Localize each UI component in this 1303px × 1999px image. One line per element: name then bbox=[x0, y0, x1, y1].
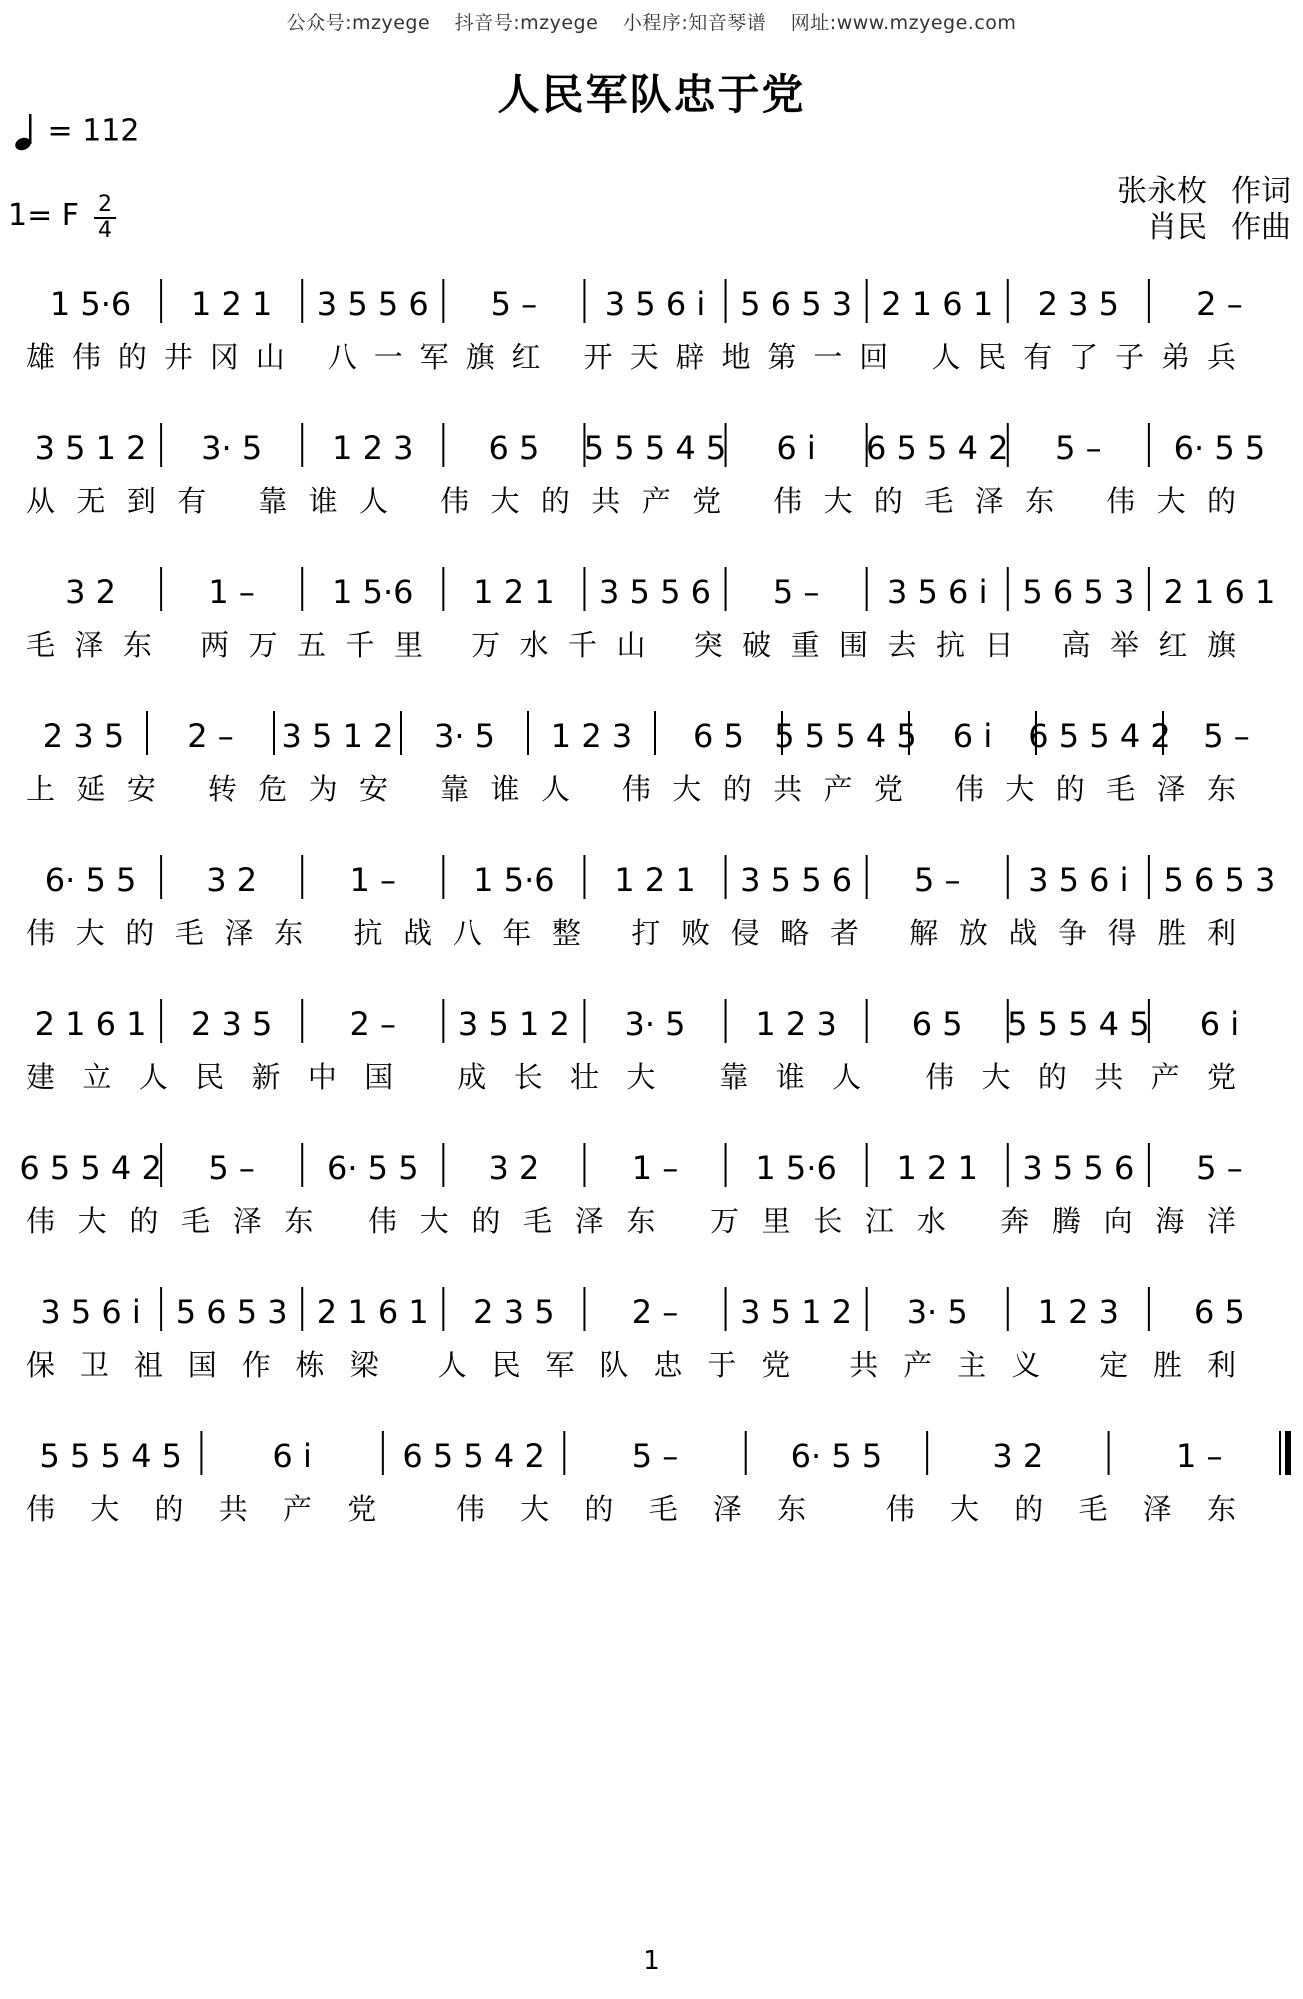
tempo-value: = 112 bbox=[47, 113, 140, 149]
measure-notes: 1 5·6 bbox=[473, 861, 555, 899]
measure-notes: 1 2 3 bbox=[332, 429, 414, 467]
measure-notes: 5 5 5 4 5 bbox=[583, 429, 727, 467]
measure-notes: 1 – bbox=[208, 573, 255, 611]
lyric-line: 建立人民新中国 成长壮大 靠谁人 伟大的共产党 bbox=[26, 1060, 1236, 1094]
measure-notes: 3 2 bbox=[206, 861, 258, 899]
measure-notes: 3 5 1 2 bbox=[740, 1293, 853, 1331]
measure-notes: 6 5 5 4 2 bbox=[1028, 717, 1171, 755]
page-number: 1 bbox=[643, 1946, 660, 1976]
measure-notes: 3· 5 bbox=[624, 1005, 686, 1043]
measure-notes: 1 2 3 bbox=[550, 717, 633, 755]
measure-notes: 6 5 bbox=[911, 1005, 963, 1043]
lyric-line: 上延安 转危为安 靠谁人 伟大的共产党 伟大的毛泽东 bbox=[26, 772, 1236, 806]
measure-notes: 1 2 1 bbox=[473, 573, 555, 611]
measure-notes: 6 5 bbox=[488, 429, 540, 467]
measure-notes: 2 3 5 bbox=[473, 1293, 555, 1331]
measure-notes: 5 – bbox=[772, 573, 820, 611]
measure-notes: 2 – bbox=[187, 717, 234, 755]
measure-notes: 5 6 5 3 bbox=[1022, 573, 1135, 611]
measure-notes: 3 5 1 2 bbox=[281, 717, 394, 755]
header-wechat: 公众号:mzyege bbox=[286, 12, 431, 34]
measure-notes: 3 5 1 2 bbox=[457, 1005, 570, 1043]
measure-notes: 2 – bbox=[349, 1005, 397, 1043]
measure-notes: 3 5 6 i bbox=[40, 1293, 141, 1331]
measure-notes: 3 5 6 i bbox=[1028, 861, 1129, 899]
time-signature-top: 2 bbox=[98, 192, 112, 217]
measure-notes: 1 2 1 bbox=[190, 285, 273, 323]
measure-notes: 3 5 5 6 bbox=[316, 285, 429, 323]
lyric-line: 保卫祖国作栋梁 人民军队忠于党 共产主义 定胜利 bbox=[26, 1348, 1236, 1382]
key-signature: 1= F bbox=[8, 198, 80, 233]
measure-notes: 3 2 bbox=[992, 1437, 1044, 1475]
lyric-line: 毛泽东 两万五千里 万水千山 突破重围去抗日 高举红旗 bbox=[26, 628, 1236, 662]
lyric-line: 从无到有 靠谁人 伟大的共产党 伟大的毛泽东 伟大的 bbox=[26, 484, 1236, 518]
measure-notes: 2 – bbox=[1196, 285, 1243, 323]
measure-notes: 6 i bbox=[776, 429, 816, 467]
measure-notes: 2 1 6 1 bbox=[881, 285, 994, 323]
measure-notes: 3 5 5 6 bbox=[740, 861, 853, 899]
measure-notes: 3· 5 bbox=[201, 429, 263, 467]
measure-notes: 6 5 5 4 2 bbox=[19, 1149, 162, 1187]
measure-notes: 6 i bbox=[272, 1437, 312, 1475]
measure-notes: 6 5 bbox=[1193, 1293, 1245, 1331]
header-douyin: 抖音号:mzyege bbox=[454, 12, 599, 34]
measure-notes: 5 – bbox=[1055, 429, 1102, 467]
measure-notes: 1 5·6 bbox=[49, 285, 132, 323]
measure-notes: 5 – bbox=[1196, 1149, 1243, 1187]
measure-notes: 5 6 5 3 bbox=[175, 1293, 288, 1331]
composer-name: 肖民 bbox=[1147, 210, 1207, 245]
measure-notes: 6· 5 5 bbox=[326, 1149, 419, 1187]
measure-notes: 3 5 6 i bbox=[886, 573, 988, 611]
measure-notes: 2 1 6 1 bbox=[34, 1005, 147, 1043]
measure-notes: 2 – bbox=[631, 1293, 679, 1331]
measure-notes: 3 2 bbox=[65, 573, 117, 611]
measure-notes: 6 5 5 4 2 bbox=[402, 1437, 545, 1475]
measure-notes: 5 5 5 4 5 bbox=[1007, 1005, 1150, 1043]
measure-notes: 5 5 5 4 5 bbox=[774, 717, 917, 755]
header-miniprogram: 小程序:知音琴谱 bbox=[622, 12, 767, 34]
measure-notes: 1 2 1 bbox=[614, 861, 696, 899]
measure-notes: 3 2 bbox=[488, 1149, 540, 1187]
measure-notes: 2 3 5 bbox=[42, 717, 125, 755]
lyric-line: 伟大的共产党 伟大的毛泽东 伟大的毛泽东 bbox=[26, 1492, 1237, 1526]
measure-notes: 5 – bbox=[631, 1437, 679, 1475]
measure-notes: 3 5 5 6 bbox=[599, 573, 711, 611]
measure-notes: 6· 5 5 bbox=[44, 861, 137, 899]
measure-notes: 5 – bbox=[913, 861, 961, 899]
measure-notes: 1 – bbox=[349, 861, 397, 899]
measure-notes: 6 i bbox=[1199, 1005, 1240, 1043]
measure-notes: 2 3 5 bbox=[190, 1005, 273, 1043]
measure-notes: 3· 5 bbox=[433, 717, 496, 755]
measure-notes: 5 6 5 3 bbox=[1163, 861, 1276, 899]
lyric-line: 伟大的毛泽东 抗战八年整 打败侵略者 解放战争得胜利 bbox=[26, 916, 1236, 950]
measure-notes: 3 5 6 i bbox=[604, 285, 706, 323]
measure-notes: 1 2 1 bbox=[896, 1149, 978, 1187]
measure-notes: 5 – bbox=[208, 1149, 255, 1187]
lyric-line: 伟大的毛泽东 伟大的毛泽东 万里长江水 奔腾向海洋 bbox=[26, 1204, 1236, 1238]
measure-notes: 5 5 5 4 5 bbox=[39, 1437, 182, 1475]
measure-notes: 1 – bbox=[1176, 1437, 1223, 1475]
measure-notes: 6· 5 5 bbox=[790, 1437, 883, 1475]
time-signature-bottom: 4 bbox=[98, 218, 112, 243]
measure-notes: 1 5·6 bbox=[332, 573, 414, 611]
measure-notes: 3· 5 bbox=[906, 1293, 968, 1331]
lyric-line: 雄伟的井冈山 八一军旗红 开天辟地第一回 人民有了子弟兵 bbox=[26, 340, 1237, 374]
song-title: 人民军队忠于党 bbox=[497, 70, 806, 119]
measure-notes: 2 3 5 bbox=[1037, 285, 1120, 323]
lyricist-name: 张永枚 bbox=[1117, 174, 1207, 209]
lyricist-role: 作词 bbox=[1231, 174, 1291, 209]
measure-notes: 6 5 bbox=[693, 717, 744, 755]
measure-notes: 6· 5 5 bbox=[1173, 429, 1266, 467]
composer-role: 作曲 bbox=[1231, 210, 1291, 245]
measure-notes: 3 5 1 2 bbox=[34, 429, 147, 467]
measure-notes: 6 i bbox=[952, 717, 993, 755]
measure-notes: 5 6 5 3 bbox=[740, 285, 853, 323]
measure-notes: 5 – bbox=[1203, 717, 1250, 755]
measure-notes: 1 2 3 bbox=[755, 1005, 837, 1043]
measure-notes: 1 – bbox=[631, 1149, 679, 1187]
measure-notes: 3 5 5 6 bbox=[1022, 1149, 1135, 1187]
measure-notes: 5 – bbox=[490, 285, 538, 323]
header-website: 网址:www.mzyege.com bbox=[790, 12, 1017, 34]
measure-notes: 1 5·6 bbox=[755, 1149, 837, 1187]
measure-notes: 1 2 3 bbox=[1037, 1293, 1120, 1331]
measure-notes: 2 1 6 1 bbox=[316, 1293, 429, 1331]
measure-notes: 6 5 5 4 2 bbox=[865, 429, 1009, 467]
measure-notes: 2 1 6 1 bbox=[1163, 573, 1276, 611]
